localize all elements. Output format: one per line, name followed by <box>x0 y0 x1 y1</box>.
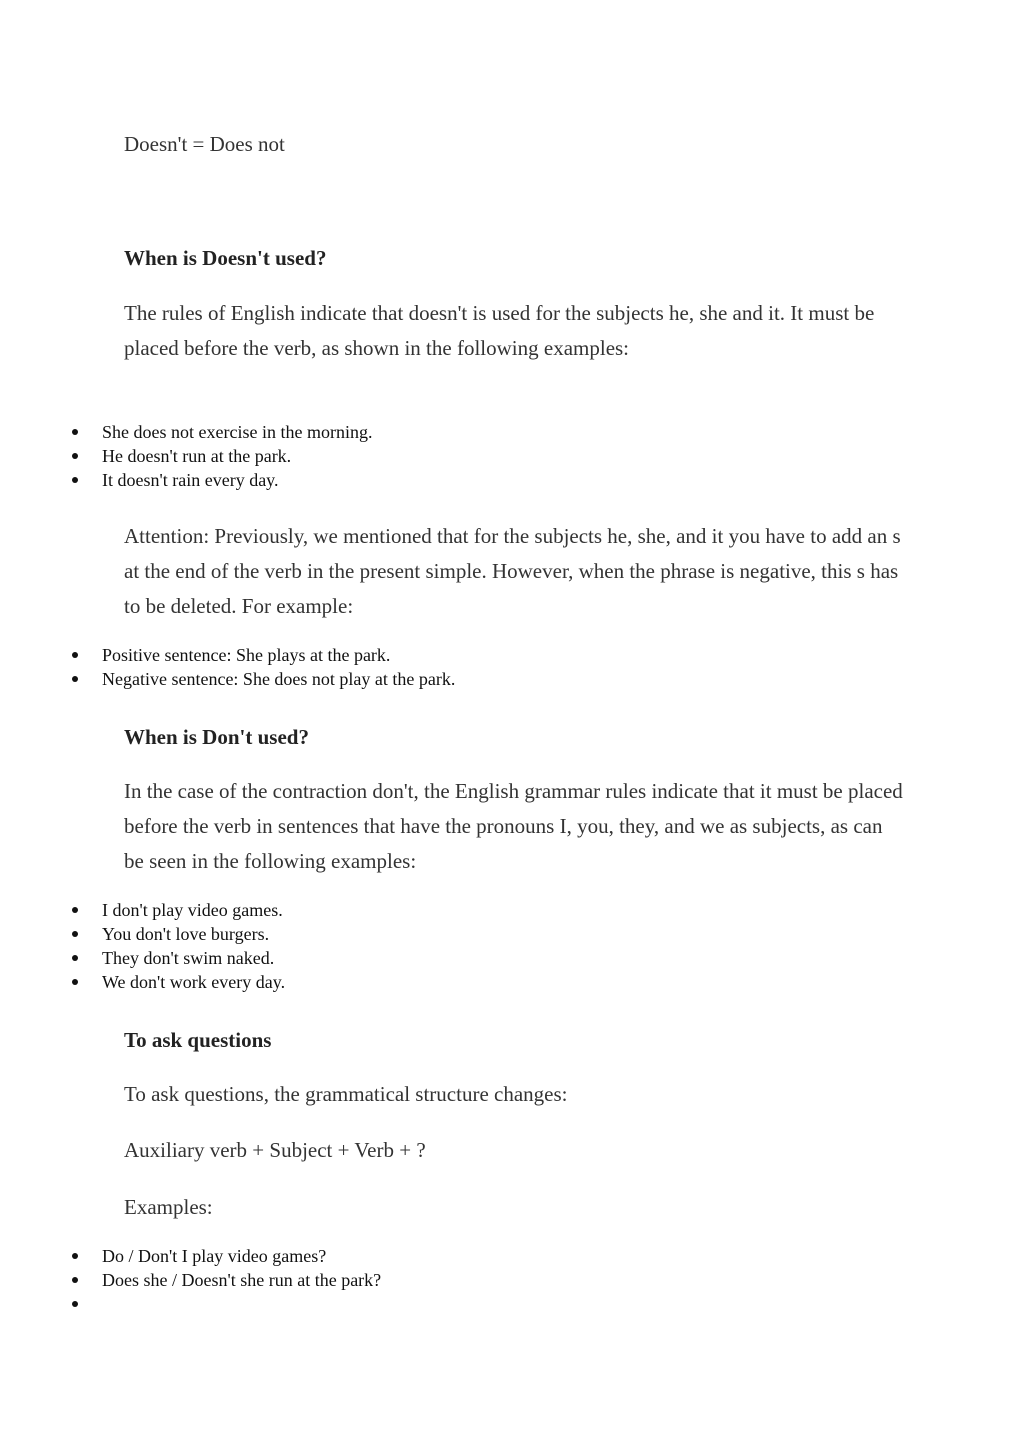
examples-list-attention <box>0 643 455 691</box>
bullet-icon <box>72 676 78 682</box>
bullet-icon <box>72 453 78 459</box>
list-item-text: They don't swim naked. <box>102 948 275 968</box>
section-heading-dont: When is Don't used? <box>124 725 309 749</box>
list-item <box>0 667 455 691</box>
list-item <box>0 922 285 946</box>
title-line: Doesn't = Does not <box>124 132 285 156</box>
paragraph-questions: To ask questions, the grammatical structure changes: <box>124 1082 568 1106</box>
list-item-text: Do / Don't I play video games? <box>102 1246 327 1266</box>
list-item-text: Negative sentence: She does not play at the park. <box>102 669 456 689</box>
bullet-icon <box>72 931 78 937</box>
list-item-text: You don't love burgers. <box>102 924 270 944</box>
paragraph-dont-rules: In the case of the contraction don't, the English grammar rules indicate that it must be placed before the verb in sentences that have the pronouns I, you, they, and we as subjects, as can be seen in the following examples: <box>124 779 903 873</box>
list-item-text: She does not exercise in the morning. <box>102 422 373 442</box>
list-item-text: We don't work every day. <box>102 972 286 992</box>
bullet-icon <box>72 1277 78 1283</box>
bullet-icon <box>72 652 78 658</box>
section-heading-questions: To ask questions <box>124 1028 272 1052</box>
bullet-icon <box>72 907 78 913</box>
list-item-text: I don't play video games. <box>102 900 283 920</box>
list-item-text: It doesn't rain every day. <box>102 470 279 490</box>
examples-list-questions <box>0 1244 381 1316</box>
list-item <box>0 1292 381 1316</box>
list-item-text: Does she / Doesn't she run at the park? <box>102 1270 382 1290</box>
formula-line: Auxiliary verb + Subject + Verb + ? <box>124 1138 426 1162</box>
examples-list-doesnt <box>0 420 372 492</box>
list-item <box>0 898 285 922</box>
examples-label: Examples: <box>124 1195 213 1219</box>
section-heading-doesnt: When is Doesn't used? <box>124 246 327 270</box>
bullet-icon <box>72 429 78 435</box>
list-item <box>0 970 285 994</box>
list-item <box>0 468 372 492</box>
list-item <box>0 1244 381 1268</box>
list-item <box>0 643 455 667</box>
list-item-text: He doesn't run at the park. <box>102 446 292 466</box>
list-item <box>0 1268 381 1292</box>
list-item <box>0 946 285 970</box>
list-item <box>0 444 372 468</box>
bullet-icon <box>72 955 78 961</box>
paragraph-doesnt-rules: The rules of English indicate that doesn't is used for the subjects he, she and it. It must be placed before the verb, as shown in the following examples: <box>124 301 875 360</box>
examples-list-dont <box>0 898 285 994</box>
bullet-icon <box>72 979 78 985</box>
paragraph-attention: Attention: Previously, we mentioned that for the subjects he, she, and it you have to add an s at the end of the verb in the present simple. However, when the phrase is negative, this s has to be deleted. For example: <box>124 524 901 618</box>
bullet-icon <box>72 1253 78 1259</box>
list-item-text: Positive sentence: She plays at the park. <box>102 645 391 665</box>
bullet-icon <box>72 477 78 483</box>
list-item <box>0 420 372 444</box>
bullet-icon <box>72 1301 78 1307</box>
